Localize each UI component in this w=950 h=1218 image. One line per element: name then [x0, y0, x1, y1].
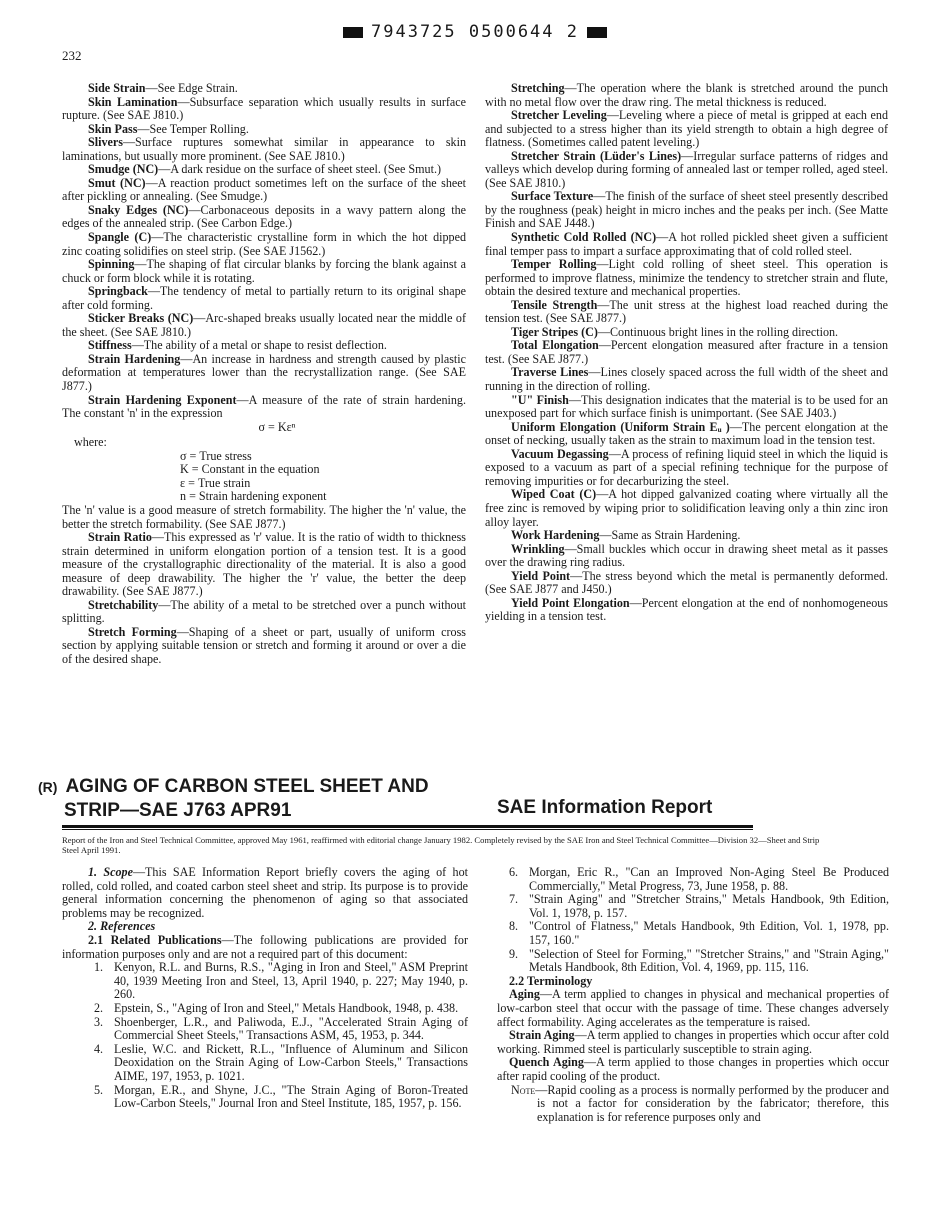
glossary-entry: [485, 448, 888, 489]
glossary-entry: [485, 326, 888, 340]
formula-definitions: [180, 450, 466, 504]
glossary-definition: —A term applied to those changes in properties which occur after rapid cooling of the product.: [497, 1055, 889, 1083]
glossary-entry: [62, 626, 466, 667]
glossary-definition: —See Temper Rolling.: [137, 121, 249, 136]
glossary-term: Uniform Elongation (Uniform Strain Eᵤ ): [511, 419, 730, 434]
glossary-entry: [62, 353, 466, 394]
reference-item: [509, 866, 889, 893]
glossary-term: Smudge (NC): [88, 162, 159, 177]
glossary-definition: —The ability of a metal to be stretched over a punch without splitting.: [62, 597, 466, 626]
reference-item: [94, 1002, 468, 1016]
glossary-term: Tiger Stripes (C): [511, 324, 598, 339]
glossary-entry: [62, 285, 466, 312]
glossary-definition: —The operation where the blank is stretched around the punch with no metal flow over the draw ring. The metal thickness is reduced.: [485, 81, 888, 109]
glossary-entry: [485, 231, 888, 258]
glossary-term: Vacuum Degassing: [511, 446, 609, 461]
glossary-term: Yield Point Elongation: [511, 595, 630, 610]
section-rule-thick: [62, 825, 753, 828]
glossary-left-list-2: [62, 531, 466, 666]
glossary-term: Traverse Lines: [511, 365, 589, 380]
glossary-entry: [485, 82, 888, 109]
glossary-entry: [62, 96, 466, 123]
glossary-entry: [62, 163, 466, 177]
reference-number: 8.: [509, 919, 519, 934]
glossary-entry: [62, 258, 466, 285]
formula-where-label: where:: [74, 435, 107, 450]
glossary-definition: —Light cold rolling of sheet steel. This operation is performed to improve flatness, minimize the tendency to stretcher strain and flute, obtain the desired texture and mechanical properties.: [485, 257, 888, 299]
glossary-term: Synthetic Cold Rolled (NC): [511, 230, 657, 245]
related-publications-heading: 2.1 Related Publications: [88, 932, 222, 947]
glossary-definition: —A hot rolled pickled sheet given a sufficient final temper pass to impart a surface approximating that of cold rolled steel.: [485, 230, 888, 258]
reference-text: "Selection of Steel for Forming," "Stretcher Strains," and "Strain Aging," Metals Handbook, 8th Edition, Vol. 4, 1969, pp. 115, 116.: [529, 946, 889, 975]
glossary-term: Surface Texture: [511, 189, 594, 204]
references-list-left: [94, 961, 468, 1111]
glossary-term: Skin Pass: [88, 121, 138, 136]
glossary-term: Spinning: [88, 257, 135, 272]
glossary-definition: —This designation indicates that the material is to be used for an unexposed part for which surface finish is unimportant. (See SAE J403.): [485, 392, 888, 421]
related-publications-text: —The following publications are provided for information purposes only and are not a required part of this document:: [62, 932, 468, 961]
glossary-definition: —The shaping of flat circular blanks by forcing the blank against a chuck or form block while it is rotating.: [62, 257, 466, 285]
terminology-list: [497, 988, 889, 1083]
glossary-definition: —Irregular surface patterns of ridges and valleys which develop during forming of annealed last or temper rolled, aged steel. (See SAE J810.): [485, 148, 889, 190]
formula-expression: σ = Kεⁿ: [258, 419, 296, 434]
glossary-definition: —Percent elongation at the end of nonhomogeneous yielding in a tension test.: [485, 595, 888, 624]
glossary-definition: —The percent elongation at the onset of necking, usually taken as the strain to maximum load in the tension test.: [485, 419, 888, 448]
glossary-term: Side Strain: [88, 81, 146, 95]
glossary-definition: —Surface ruptures somewhat similar in appearance to skin laminations, but usually more prominent. (See SAE J810.): [62, 135, 466, 163]
glossary-term: Total Elongation: [511, 338, 599, 353]
reference-number: 9.: [509, 946, 519, 961]
glossary-term: Stretch Forming: [88, 624, 177, 639]
glossary-definition: —Shaping of a sheet or part, usually of uniform cross section by applying suitable tension or stretch and forming it around or over a die of the desired shape.: [62, 624, 466, 666]
glossary-entry: [62, 394, 466, 421]
related-publications-paragraph: [62, 934, 468, 961]
glossary-definition: —The finish of the surface of sheet steel presently described by the roughness (peak) height in micro inches and the peaks per inch. (See Matte Finish and SAE J448.): [485, 189, 888, 231]
reference-item: [94, 1043, 468, 1084]
references-list-right: [509, 866, 889, 975]
glossary-entry: [62, 136, 466, 163]
glossary-entry: [62, 82, 466, 96]
glossary-entry: [62, 177, 466, 204]
glossary-definition: —An increase in hardness and strength caused by plastic deformation at temperatures lower than the recrystallization range. (See SAE J877.): [62, 351, 466, 394]
scope-heading: 1. Scope: [88, 865, 133, 879]
glossary-definition: —The ability of a metal or shape to resist deflection.: [131, 338, 387, 353]
glossary-entry: [62, 204, 466, 231]
glossary-definition: —A dark residue on the surface of sheet steel. (See Smut.): [158, 162, 441, 177]
glossary-definition: —The unit stress at the highest load reached during the tension test. (See SAE J877.): [485, 297, 888, 326]
glossary-term: Wrinkling: [511, 541, 565, 556]
glossary-right-column: [485, 82, 888, 624]
glossary-term: Aging: [509, 987, 540, 1002]
reference-number: 6.: [509, 865, 519, 879]
section-title-line1: AGING OF CARBON STEEL SHEET AND: [65, 776, 429, 797]
glossary-entry: [485, 258, 888, 299]
glossary-term: Skin Lamination: [88, 94, 178, 109]
reference-number: 3.: [94, 1014, 104, 1029]
glossary-definition: —A process of refining liquid steel in which the liquid is exposed to a vacuum as part of a special refining technique for the purpose of removing impurities or for decarburizing the steel.: [485, 446, 888, 488]
glossary-definition: —Continuous bright lines in the rolling direction.: [597, 324, 839, 339]
note-text: —Rapid cooling as a process is normally performed by the producer and is not a factor for consideration by the fabricator; therefore, this explanation is for reference purposes only and: [535, 1082, 889, 1124]
reference-number: 1.: [94, 960, 104, 975]
reference-item: [509, 893, 889, 920]
scope-text: —This SAE Information Report briefly covers the aging of hot rolled, cold rolled, and coated carbon steel sheet and strip. Its purpose is to provide general information concerning the phenomenon of aging so that associated problems may be recognized.: [62, 865, 468, 920]
body-right-column: [497, 866, 889, 1124]
reference-item: [509, 920, 889, 947]
reference-text: Shoenberger, L.R., and Paliwoda, E.J., "Accelerated Strain Aging of Commercial Sheet Steels," Transactions ASM, 45, 1953, p. 344.: [114, 1014, 468, 1043]
section-title: [38, 775, 429, 822]
reference-text: "Strain Aging" and "Stretcher Strains," Metals Handbook, 9th Edition, Vol. 1, 1978, p. 157.: [529, 892, 889, 920]
glossary-right-list: [485, 82, 888, 624]
note-paragraph: [497, 1084, 889, 1125]
reference-number: 5.: [94, 1082, 104, 1097]
glossary-term: "U" Finish: [511, 392, 569, 407]
formula-definition: σ = True stress: [180, 448, 252, 463]
section-title-line2: STRIP—SAE J763 APR91: [64, 800, 292, 821]
glossary-definition: —Percent elongation measured after fracture in a tension test. (See SAE J877.): [485, 338, 888, 366]
reference-text: "Control of Flatness," Metals Handbook, 9th Edition, Vol. 1, 1978, pp. 157, 160.": [529, 919, 889, 947]
glossary-entry: [485, 543, 888, 570]
barcode: [0, 22, 950, 42]
report-history: Report of the Iron and Steel Technical Committee, approved May 1961, reaffirmed with editorial change January 1982. Completely revised by the SAE Iron and Steel Technical Committee—Division 32—Sheet and Strip Steel April 1991.: [62, 835, 820, 855]
glossary-entry: [62, 599, 466, 626]
glossary-entry: [485, 529, 888, 543]
glossary-entry: [485, 394, 888, 421]
page-number: 232: [62, 48, 82, 63]
glossary-entry: [62, 231, 466, 258]
glossary-entry: [485, 597, 888, 624]
glossary-definition: —A measure of the rate of strain hardening. The constant 'n' in the expression: [62, 392, 466, 421]
glossary-term: Wiped Coat (C): [511, 487, 597, 502]
note-label: Note: [511, 1082, 536, 1097]
glossary-entry: [485, 366, 888, 393]
formula-definition: n = Strain hardening exponent: [180, 489, 327, 504]
formula-definition: K = Constant in the equation: [180, 462, 320, 477]
glossary-term: Stretcher Strain (Lüder's Lines): [511, 148, 682, 163]
reference-number: 2.: [94, 1000, 104, 1015]
revision-mark: (R): [38, 779, 58, 795]
glossary-definition: —The characteristic crystalline form in which the hot dipped zinc coating solidifies on steel strip. (See SAE J1562.): [62, 230, 466, 258]
reference-text: Epstein, S., "Aging of Iron and Steel," Metals Handbook, 1948, p. 438.: [114, 1000, 459, 1015]
glossary-term: Slivers: [88, 135, 123, 150]
glossary-definition: —A hot dipped galvanized coating where virtually all the free zinc is removed by wiping prior to solidification leaving only a thin zinc iron alloy layer.: [485, 487, 888, 529]
glossary-entry: [485, 488, 888, 529]
glossary-entry: [485, 570, 888, 597]
glossary-entry: [485, 190, 888, 231]
glossary-term: Strain Hardening: [88, 351, 181, 366]
glossary-definition: —A term applied to changes in properties which occur after cold working. Rimmed steel is particularly susceptible to strain aging.: [497, 1028, 889, 1056]
formula-after-text: The 'n' value is a good measure of stretch formability. The higher the 'n' value, the better the stretch formability. (See SAE J877.): [62, 502, 466, 531]
glossary-term: Springback: [88, 284, 148, 299]
glossary-term: Smut (NC): [88, 175, 146, 190]
glossary-definition: —Carbonaceous deposits in a wavy pattern along the edges of the annealed strip. (See Carbon Edge.): [62, 202, 466, 231]
glossary-entry: [497, 988, 889, 1029]
glossary-entry: [62, 312, 466, 339]
glossary-entry: [62, 531, 466, 599]
body-left-column: [62, 866, 468, 1111]
reference-item: [94, 1084, 468, 1111]
glossary-entry: [485, 421, 888, 448]
references-heading: 2. References: [88, 919, 156, 934]
glossary-term: Quench Aging: [509, 1055, 584, 1070]
glossary-term: Yield Point: [511, 568, 571, 583]
formula-definition: ε = True strain: [180, 475, 251, 490]
glossary-definition: —Lines closely spaced across the full width of the sheet and running in the direction of rolling.: [485, 365, 888, 394]
reference-item: [509, 948, 889, 975]
glossary-definition: —See Edge Strain.: [145, 81, 238, 95]
glossary-entry: [485, 150, 888, 191]
barcode-block-right: [587, 27, 607, 38]
glossary-term: Strain Hardening Exponent: [88, 392, 237, 407]
reference-item: [94, 1016, 468, 1043]
glossary-term: Strain Ratio: [88, 530, 152, 545]
reference-item: [94, 961, 468, 1002]
glossary-term: Snaky Edges (NC): [88, 202, 189, 217]
report-type-label: SAE Information Report: [497, 797, 713, 818]
glossary-definition: —Same as Strain Hardening.: [599, 528, 741, 543]
glossary-term: Stretcher Leveling: [511, 108, 607, 123]
barcode-text: 7943725 0500644 2: [371, 22, 579, 42]
glossary-entry: [62, 339, 466, 353]
glossary-term: Temper Rolling: [511, 257, 597, 272]
glossary-term: Stiffness: [88, 338, 132, 353]
terminology-heading: 2.2 Terminology: [509, 973, 593, 988]
glossary-definition: —A term applied to changes in physical and mechanical properties of low-carbon steel that occur with the passage of time. These changes adversely affect formability. Aging accelerates as the temperature is raised.: [497, 987, 889, 1029]
glossary-term: Spangle (C): [88, 230, 152, 245]
glossary-entry: [62, 123, 466, 137]
glossary-definition: —Subsurface separation which usually results in surface rupture. (See SAE J810.): [62, 94, 467, 123]
section-rule-thin: [62, 829, 753, 830]
barcode-block-left: [343, 27, 363, 38]
glossary-term: Sticker Breaks (NC): [88, 311, 194, 326]
glossary-entry: [485, 299, 888, 326]
glossary-entry: [497, 1056, 889, 1083]
reference-text: Morgan, Eric R., "Can an Improved Non-Aging Steel Be Produced Commercially," Metal Progress, 73, June 1958, p. 88.: [529, 865, 889, 893]
reference-number: 7.: [509, 892, 519, 907]
glossary-definition: —This expressed as 'r' value. It is the ratio of width to thickness strain determined in uniform elongation portion of a tension test. It is a good measure of the crystallographic directionality of the material. It is also a good measure of deep drawability. The higher the 'r' value, the better the deep drawability. (See SAE J877.): [62, 530, 466, 599]
glossary-term: Stretchability: [88, 597, 159, 612]
glossary-left-list: [62, 82, 466, 421]
glossary-entry: [497, 1029, 889, 1056]
glossary-term: Tensile Strength: [511, 297, 598, 312]
glossary-definition: —Small buckles which occur in drawing sheet metal as it passes over the drawing ring radius.: [485, 541, 888, 570]
glossary-entry: [485, 339, 888, 366]
glossary-definition: —Leveling where a piece of metal is gripped at each end and subjected to a stress higher than its yield strength to obtain a high degree of flatness. (Sometimes called patent leveling.): [485, 108, 888, 150]
reference-text: Leslie, W.C. and Rickett, R.L., "Influence of Aluminum and Silicon Deoxidation on the Strain Aging of Low-Carbon Steels," Transactions AIME, 197, 1953, p. 1021.: [114, 1041, 468, 1083]
glossary-definition: —A reaction product sometimes left on the surface of the sheet after pickling or annealing. (See Smudge.): [62, 175, 466, 204]
scope-paragraph: [62, 866, 468, 920]
glossary-definition: —The stress beyond which the metal is permanently deformed. (See SAE J877 and J450.): [485, 568, 889, 597]
glossary-left-column: [62, 82, 466, 667]
reference-text: Kenyon, R.L. and Burns, R.S., "Aging in Iron and Steel," ASM Preprint 40, 1939 Meeting Iron and Steel, 13, April 1940, p. 227; May 1940, p. 260.: [114, 960, 468, 1002]
glossary-term: Strain Aging: [509, 1028, 575, 1043]
glossary-definition: —Arc-shaped breaks usually located near the middle of the sheet. (See SAE J810.): [62, 311, 466, 339]
reference-number: 4.: [94, 1041, 104, 1056]
glossary-term: Stretching: [511, 81, 565, 95]
glossary-entry: [485, 109, 888, 150]
glossary-term: Work Hardening: [511, 528, 600, 543]
reference-text: Morgan, E.R., and Shyne, J.C., "The Strain Aging of Boron-Treated Low-Carbon Steels," Journal Iron and Steel Institute, 185, 1957, p. 156.: [114, 1082, 468, 1111]
glossary-definition: —The tendency of metal to partially return to its original shape after cold forming.: [62, 284, 466, 312]
